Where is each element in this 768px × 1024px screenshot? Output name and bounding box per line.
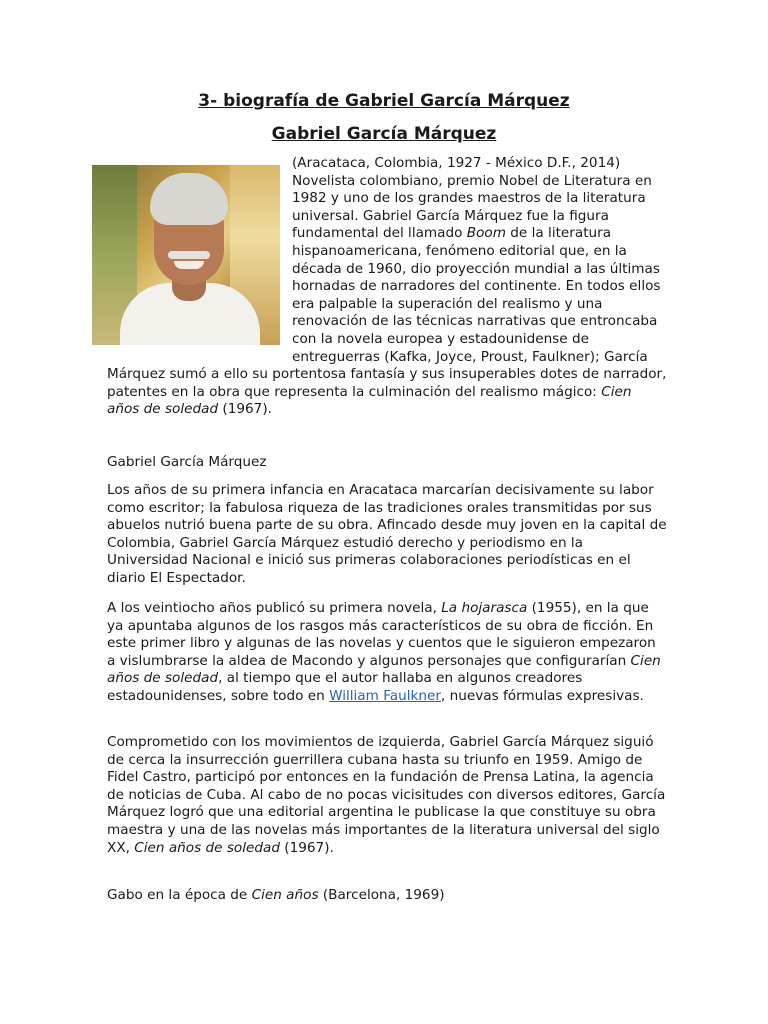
paragraph-politics: [107, 734, 667, 857]
intro-boom: Boom: [466, 225, 506, 242]
faulkner-link[interactable]: William Faulkner: [329, 687, 441, 704]
subtitle: Gabriel García Márquez: [271, 124, 497, 144]
intro-text-a: (Aracataca, Colombia, 1927 - México D.F., 2014) Novelista colombiano, premio Nobel de Literatura en 1982 y uno de los grandes maestros de la literatura universal. Gabriel García Márquez fue la figura fundamental del llamado: [292, 155, 652, 242]
photo-caption: [107, 887, 667, 905]
p2-text-c: (1955), en la que ya apuntaba algunos de los rasgos más característicos de su obra de ficción. En este primer libro y algunas de las novelas y cuentos que le siguieron empezaron a vislumbrarse la aldea de Macondo y algunos personajes que configurarían: [107, 600, 656, 669]
caption-italic: Cien años: [251, 887, 319, 903]
intro-text-e: (1967).: [218, 401, 272, 418]
paragraph-childhood: Los años de su primera infancia en Aracataca marcarían decisivamente su labor como escritor; la fabulosa riqueza de las tradiciones orales transmitidas por sus abuelos nutrió buena parte de su obra. Afincado desde muy joven en la capital de Colombia, Gabriel García Márquez estudió derecho y periodismo en la Universidad Nacional e inició sus primeras colaboraciones periodísticas en el diario El Espectador.: [107, 482, 667, 586]
caption-text-a: Gabo en la época de: [107, 887, 252, 903]
p3-book-cien-anos: Cien años de soledad: [134, 839, 280, 856]
p2-text-e: , al tiempo que el autor hallaba en algunos creadores estadounidenses, sobre todo en: [107, 670, 583, 704]
intro-book-title: Cien años de soledad: [107, 383, 632, 418]
p3-text-a: Comprometido con los movimientos de izquierda, Gabriel García Márquez siguió de cerca la insurrección guerrillera cubana hasta su triunfo en 1959. Amigo de Fidel Castro, participó por entonces en la fundación de Prensa Latina, la agencia de noticias de Cuba. Al cabo de no pocas vicisitudes con diversos editores, García Márquez logró que una editorial argentina le publicase la que constituye su obra maestra y una de las novelas más importantes de la literatura universal del siglo XX,: [107, 734, 666, 856]
p2-book-cien-anos: Cien años de soledad: [107, 652, 661, 687]
p2-text-f: , nuevas fórmulas expresivas.: [440, 687, 644, 704]
intro-paragraph: [107, 155, 667, 419]
page-title: 3- biografía de Gabriel García Márquez: [198, 91, 570, 111]
intro-text-c: de la literatura hispanoamericana, fenómeno editorial que, en la década de 1960, dio proyección mundial a las últimas hornadas de narradores del continente. En todos ellos era palpable la superación del realismo y una renovación de las técnicas narrativas que entroncaba con la novela europea y estadounidense de entreguerras (Kafka, Joyce, Proust, Faulkner); García Márquez sumó a ello su portentosa fantasía y sus insuperables dotes de narrador, patentes en la obra que representa la culminación del realismo mágico:: [107, 225, 667, 400]
p2-text-a: A los veintiocho años publicó su primera novela,: [107, 600, 442, 616]
paragraph-first-novel: [107, 600, 667, 706]
author-portrait: [92, 165, 280, 345]
caption-text-c: (Barcelona, 1969): [318, 887, 445, 903]
name-line: Gabriel García Márquez: [107, 454, 267, 470]
p3-text-c: (1967).: [279, 839, 334, 856]
p2-book-hojarasca: La hojarasca: [441, 600, 528, 616]
